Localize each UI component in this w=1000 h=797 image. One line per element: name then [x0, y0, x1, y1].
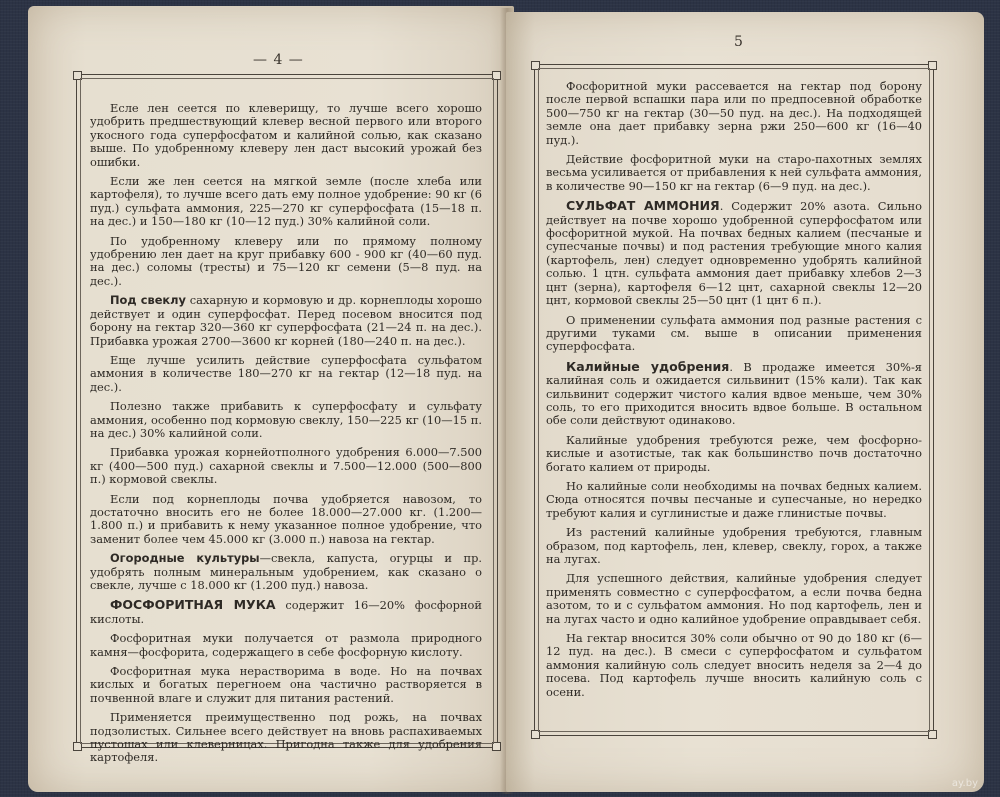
frame-corner — [73, 71, 82, 80]
section-heading: Под свеклу — [110, 293, 186, 308]
paragraph: Применяется преимущественно под рожь, на почвах подзолистых. Сильнее всего действует на вновь распахиваемых пустошах или клеверницах. Пригодна также для удобрения картофеля. — [90, 710, 482, 765]
paragraph: Фосфоритная муки получается от размола природного камня—фосфорита, содержащего в себе фосфорную кислоту. — [90, 631, 482, 659]
paragraph — [90, 294, 482, 348]
paragraph: Прибавка урожая корнейотполного удобрения 6.000—7.500 кг (400—500 пуд.) сахарной свеклы и 7.500—12.000 (500—800 п.) кормовой свеклы. — [90, 445, 482, 487]
paragraph — [90, 598, 482, 626]
left-page-text — [90, 102, 482, 771]
frame-corner — [531, 730, 540, 739]
paragraph: Фосфоритная мука нерастворима в воде. Но на почвах кислых и богатых перегноем она частично растворяется в почвенной влаге и служит для питания растений. — [90, 664, 482, 705]
paragraph — [546, 360, 922, 428]
right-page-text — [546, 80, 922, 705]
paragraph — [90, 552, 482, 592]
section-heading: Огородные культуры — [110, 551, 260, 566]
paragraph: Для успешного действия, калийные удобрения следует применять совместно с суперфосфатом, а если почва бедна азотом, то и с сульфатом аммония. Но под картофель, лен и на лугах часто и одно калийное удобрение оправдывает себя. — [546, 571, 922, 626]
page-number: 5 — [734, 34, 744, 50]
right-page — [506, 12, 984, 792]
paragraph: Но калийные соли необходимы на почвах бедных калием. Сюда относятся почвы песчаные и супесчаные, но нередко требуют калия и суглинистые и даже глинистые почвы. — [546, 478, 922, 520]
paragraph-text: . Содержит 20% азота. Сильно действует на почве хорошо удобренной суперфосфатом или фосфоритной мукой. На почвах бедных калием (песчаные и супесчаные почвы) и под растения требующие много калия (картофель, лен) следует одновременно удобрять калийной солью. 1 цтн. сульфата аммония дает прибавку хлебов 2—3 цнт (зерна), картофеля 6—12 цнт, сахарной свеклы 12—20 цнт, кормовой свеклы 25—50 цнт (1 цнт 6 п.). — [546, 199, 922, 308]
paragraph: Фосфоритной муки рассевается на гектар под борону после первой вспашки пара или по предпосевной обработке 500—750 кг на гектар (30—50 пуд. на дес.). На подходящей земле она дает прибавку зерна ржи 250—600 кг (16—40 пуд.). — [546, 79, 922, 147]
watermark: ay.by — [951, 778, 978, 789]
paragraph-text: . В продаже имеется 30%-я калийная соль и ожидается сильвинит (15% кали). Так как сильвинит содержит чистого калия вдвое меньше, чем 30% соль, то его приходится вносить вдвое больше. В остальном обе соли действуют одинаково. — [546, 359, 922, 428]
paragraph: Полезно также прибавить к суперфосфату и сульфату аммония, особенно под кормовую свеклу, 150—225 кг (10—15 п. на дес.) 30% калийной соли. — [90, 399, 482, 440]
frame-corner — [928, 61, 937, 70]
paragraph — [546, 199, 922, 307]
paragraph: Если под корнеплоды почва удобряется навозом, то достаточно вносить его не более 18.000—27.000 кг. (1.200—1.800 п.) и прибавить к нему указанное полное удобрение, что заменит более чем 45.000 кг (3.000 п.) навоза на гектар. — [90, 491, 482, 546]
section-heading: Калийные удобрения — [566, 358, 730, 374]
paragraph: Из растений калийные удобрения требуются, главным образом, под картофель, лен, клевер, свеклу, горох, а также на лугах. — [546, 525, 922, 566]
paragraph: Калийные удобрения требуются реже, чем фосфорно-кислые и азотистые, так как большинство почв достаточно богато калием от природы. — [546, 432, 922, 474]
paragraph: Есле лен сеется по клеверищу, то лучше всего хорошо удобрить предшествующий клевер весной первого или второго укосного года суперфосфатом и калийной солью, как сказано выше. По удобренному клеверу лен даст высокий урожай без ошибки. — [90, 101, 482, 169]
paragraph: О применении сульфата аммония под разные растения с другими туками см. выше в описании применения суперфосфата. — [546, 312, 922, 354]
frame-corner — [531, 61, 540, 70]
section-heading: ФОСФОРИТНАЯ МУКА — [110, 597, 276, 613]
page-number: — 4 — — [253, 52, 304, 68]
section-heading: СУЛЬФАТ АММОНИЯ — [566, 198, 720, 214]
paragraph: На гектар вносится 30% соли обычно от 90 до 180 кг (6—12 пуд. на дес.). В смеси с суперфосфатом и сульфатом аммония калийную соль следует вносить неделя за 2—4 до посева. Под картофель лучше вносить калийную соль с осени. — [546, 631, 922, 699]
paragraph-text: —свекла, капуста, огурцы и пр. удобрять полным минеральным удобрением, как сказано о свекле, лучше с 18.000 кг (1.200 пуд.) навоза. — [90, 551, 482, 592]
frame-corner — [928, 730, 937, 739]
frame-corner — [73, 742, 82, 751]
paragraph-text: сахарную и кормовую и др. корнеплоды хорошо действует и один суперфосфат. Перед посевом вносится под борону на гектар 320—360 кг суперфосфата (21—24 п. на дес.). Прибавка урожая 2700—3600 кг корней (180—240 п. на дес.). — [90, 293, 482, 348]
left-page — [28, 6, 514, 792]
paragraph: По удобренному клеверу или по прямому полному удобрению лен дает на круг прибавку 600 - 900 кг (40—60 пуд. на дес.) соломы (тресты) и 75—120 кг семени (5—8 пуд. на дес.). — [90, 233, 482, 288]
paragraph: Если же лен сеется на мягкой земле (после хлеба или картофеля), то лучше всего дать ему полное удобрение: 90 кг (6 пуд.) сульфата аммония, 225—270 кг суперфосфата (15—18 п. на дес.) и 150—180 кг (10—12 пуд.) 30% калийной соли. — [90, 174, 482, 229]
paragraph-text: содержит 16—20% фосфорной кислоты. — [90, 598, 482, 626]
paragraph: Еще лучше усилить действие суперфосфата сульфатом аммония в количестве 180—270 кг на гектар (12—18 пуд. на дес.). — [90, 352, 482, 394]
paragraph: Действие фосфоритной муки на старо-пахотных землях весьма усиливается от прибавления к ней сульфата аммония, в количестве 90—150 кг на гектар (6—9 пуд. на дес.). — [546, 152, 922, 193]
